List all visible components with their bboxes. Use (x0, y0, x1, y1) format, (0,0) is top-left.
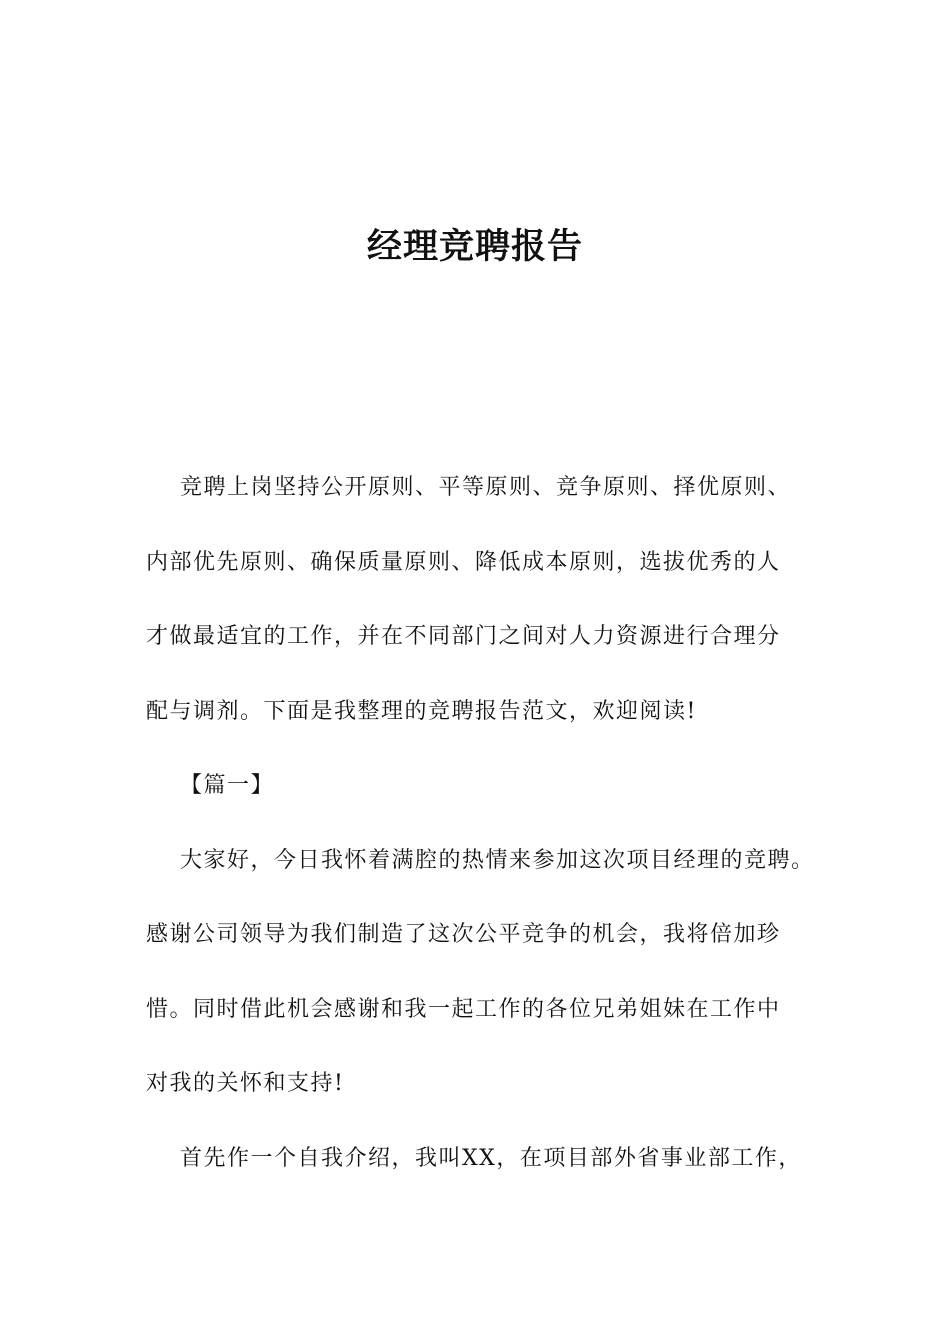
document-title: 经理竞聘报告 (366, 227, 583, 267)
intro-paragraph (146, 451, 816, 749)
document-body (146, 451, 816, 1196)
text-line: 首先作一个自我介绍，我叫XX，在项目部外省事业部工作， (180, 1145, 802, 1171)
text-line: 大家好，今日我怀着满腔的热情来参加这次项目经理的竞聘。 (180, 847, 815, 873)
section-heading: 【篇一】 (180, 773, 275, 798)
text-line: 配与调剂。下面是我整理的竞聘报告范文，欢迎阅读! (146, 698, 697, 724)
text-line: 竞聘上岗坚持公开原则、平等原则、竞争原则、择优原则、 (180, 475, 792, 500)
paragraph-introduction (146, 1122, 816, 1197)
text-line: 惜。同时借此机会感谢和我一起工作的各位兄弟姐妹在工作中 (146, 996, 781, 1022)
text-line: 对我的关怀和支持! (146, 1071, 345, 1096)
paragraph-greeting (146, 824, 816, 1122)
text-line: 才做最适宜的工作，并在不同部门之间对人力资源进行合理分 (146, 624, 781, 649)
text-line: 感谢公司领导为我们制造了这次公平竞争的机会，我将倍加珍 (146, 922, 781, 947)
text-line: 内部优先原则、确保质量原则、降低成本原则，选拔优秀的人 (146, 549, 781, 575)
